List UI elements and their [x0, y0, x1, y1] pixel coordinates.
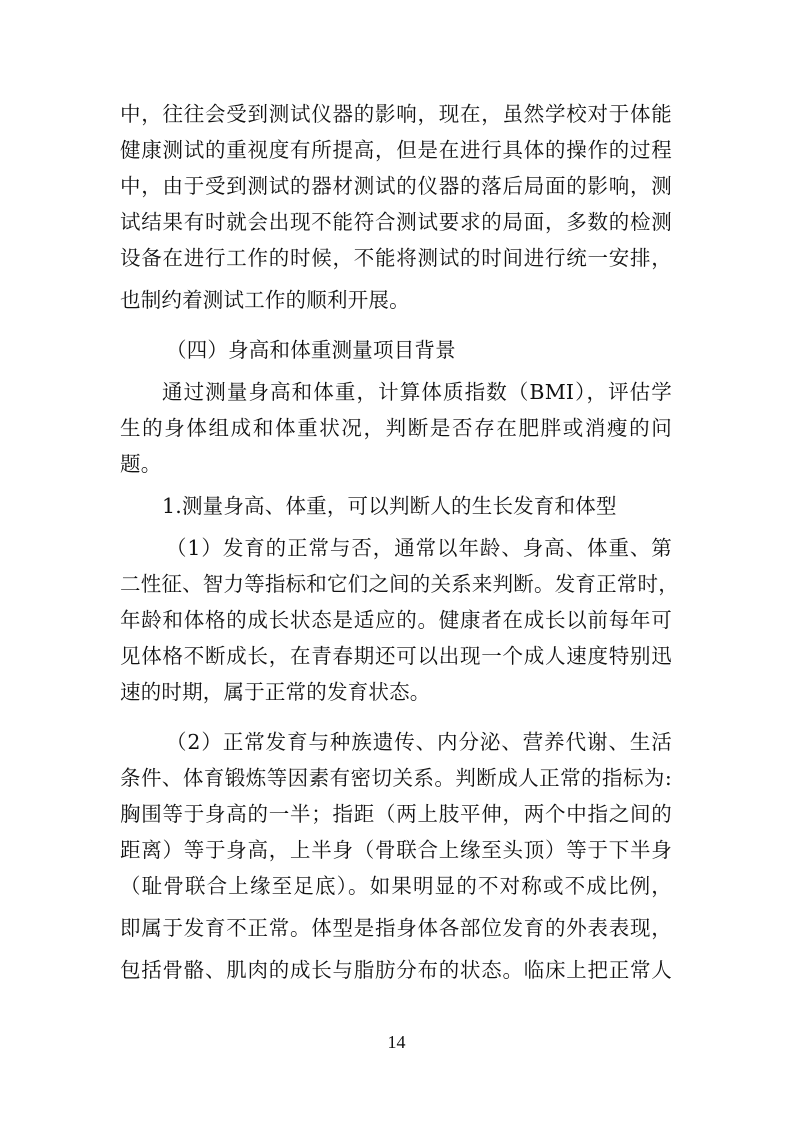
paragraph-line: 胸围等于身高的一半；指距（两上肢平伸，两个中指之间的 [120, 802, 672, 826]
paragraph-line: （1）发育的正常与否，通常以年龄、身高、体重、第 [166, 536, 672, 560]
paragraph-line: 包括骨骼、肌肉的成长与脂肪分布的状态。临床上把正常人 [120, 958, 672, 982]
paragraph-line: 年龄和体格的成长状态是适应的。健康者在成长以前每年可 [120, 608, 672, 632]
paragraph-line: 二性征、智力等指标和它们之间的关系来判断。发育正常时， [120, 572, 679, 596]
paragraph-line: 生的身体组成和体重状况，判断是否存在肥胖或消瘦的问 [120, 416, 672, 440]
paragraph-line: 健康测试的重视度有所提高，但是在进行具体的操作的过程 [120, 138, 672, 162]
paragraph-line: （耻骨联合上缘至足底）。如果明显的不对称或不成比例， [120, 874, 672, 898]
paragraph-line: 设备在进行工作的时候，不能将测试的时间进行统一安排， [120, 246, 672, 270]
paragraph-line: 通过测量身高和体重，计算体质指数（BMI），评估学 [162, 380, 672, 404]
paragraph-line: 见体格不断成长，在青春期还可以出现一个成人速度特别迅 [120, 644, 672, 668]
paragraph-line: 即属于发育不正常。体型是指身体各部位发育的外表表现， [120, 916, 672, 940]
page-number: 14 [387, 1032, 406, 1052]
paragraph-line: 距离）等于身高，上半身（骨联合上缘至头顶）等于下半身 [120, 838, 672, 862]
paragraph-line: 条件、体育锻炼等因素有密切关系。判断成人正常的指标为: [120, 766, 672, 790]
paragraph-line: （2）正常发育与种族遗传、内分泌、营养代谢、生活 [166, 730, 672, 754]
paragraph-line: 中，往往会受到测试仪器的影响，现在，虽然学校对于体能 [120, 102, 672, 126]
paragraph-line: 也制约着测试工作的顺利开展。 [120, 288, 410, 312]
subsection-heading: 1.测量身高、体重，可以判断人的生长发育和体型 [162, 494, 617, 518]
paragraph-line: 速的时期，属于正常的发育状态。 [120, 680, 431, 704]
paragraph-line: 中，由于受到测试的器材测试的仪器的落后局面的影响，测 [120, 174, 672, 198]
section-heading: （四）身高和体重测量项目背景 [166, 338, 456, 362]
paragraph-line: 题。 [120, 452, 162, 476]
paragraph-line: 试结果有时就会出现不能符合测试要求的局面，多数的检测 [120, 210, 672, 234]
